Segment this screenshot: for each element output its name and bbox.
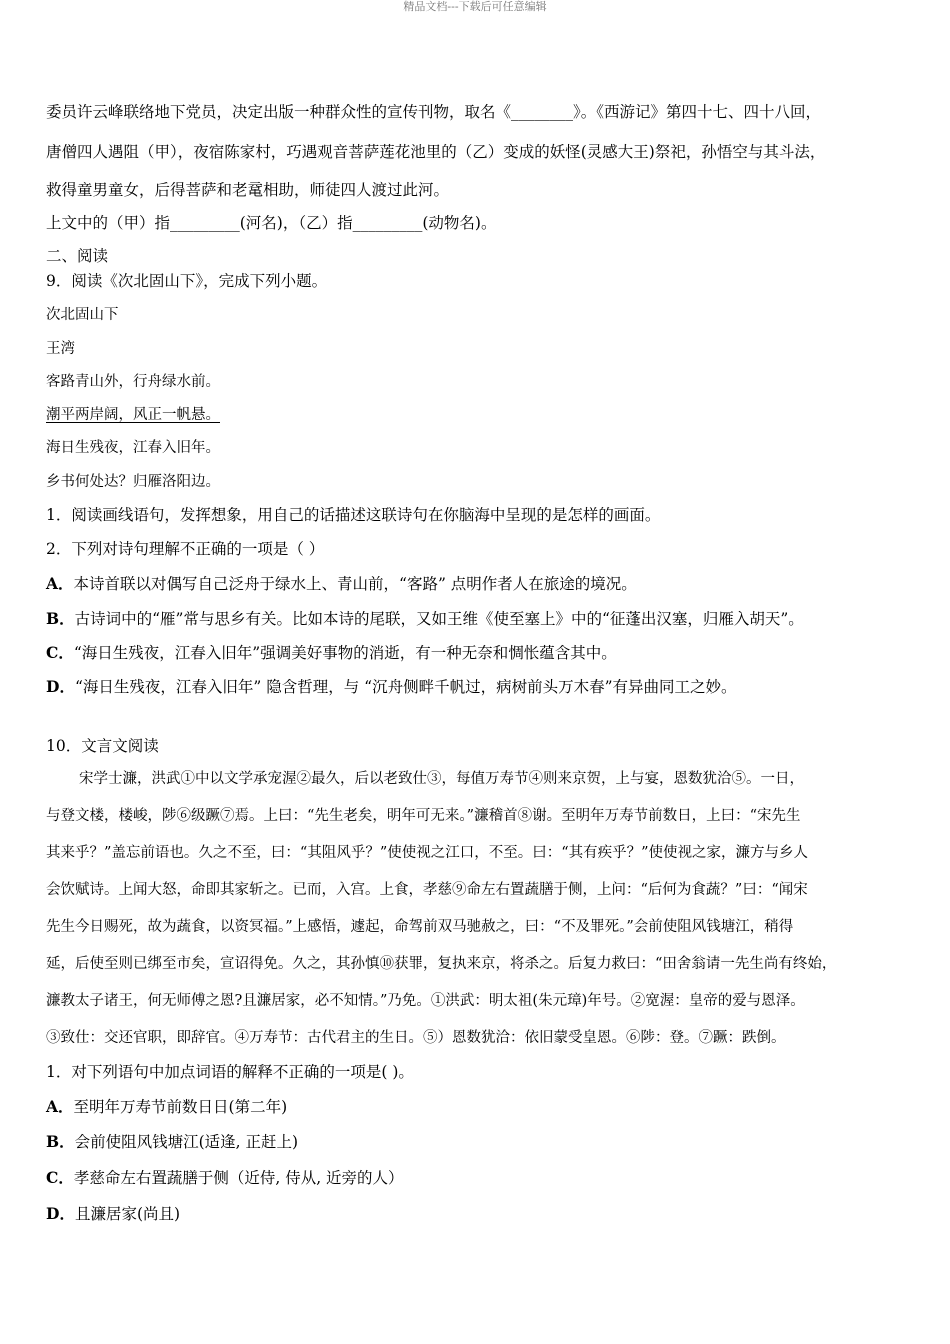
- option-text: “海日生残夜，江春入旧年” 隐含哲理，与 “沉舟侧畔千帆过，病树前头万木春”有异曲同工之妙。: [74, 678, 737, 696]
- option-letter: B．: [46, 1132, 75, 1151]
- classical-text-line-2: 与登文楼，楼峻，陟⑥级蹶⑦焉。上曰：“先生老矣，明年可无来。”濂稽首⑧谢。至明年万寿节前数日，上曰：“宋先生: [46, 808, 801, 824]
- q8-line-1: 委员许云峰联络地下党员，决定出版一种群众性的宣传刊物，取名《________》。《西游记》第四十七、四十八回，: [46, 103, 822, 121]
- classical-text-line-3: 其来乎？”盖忘前语也。久之不至，曰：“其阻风乎？”使使视之江口，不至。曰：“其有疾乎？”使使视之家，濂方与乡人: [46, 845, 809, 861]
- classical-text-line-8: ③致仕：交还官职，即辞官。④万寿节：古代君主的生日。⑤）恩数犹洽：依旧蒙受皇恩。⑥陟：登。⑦蹶：跌倒。: [46, 1030, 786, 1046]
- q9-option-c: [46, 641, 617, 663]
- option-letter: C．: [46, 643, 74, 662]
- option-text: 会前使阻风钱塘江(适逢, 正赶上): [74, 1133, 299, 1151]
- poem-line-1: 客路青山外，行舟绿水前。: [46, 374, 220, 390]
- classical-text-line-5: 先生今日赐死，故为蔬食，以资冥福。”上感悟，遽起，命驾前双马驰赦之，曰：“不及罪死。”会前使阻风钱塘江，稍得: [46, 919, 794, 935]
- poem-line-2-underlined: 潮平两岸阔，风正一帆悬。: [46, 407, 220, 423]
- option-text: “海日生残夜，江春入旧年”强调美好事物的消逝，有一种无奈和惆怅蕴含其中。: [73, 644, 617, 662]
- option-text: 古诗词中的“雁”常与思乡有关。比如本诗的尾联，又如王维《使至塞上》中的“征蓬出汉塞，归雁入胡天”。: [74, 610, 804, 628]
- q10-option-a: [46, 1095, 287, 1117]
- q10-option-c: [46, 1166, 404, 1188]
- q8-line-2: 唐僧四人遇阻（甲），夜宿陈家村，巧遇观音菩萨莲花池里的（乙）变成的妖怪(灵感大王)祭祀，孙悟空与其斗法，: [46, 143, 826, 161]
- option-letter: C．: [46, 1168, 74, 1187]
- section-heading: 二、阅读: [46, 247, 109, 265]
- classical-text-line-4: 会饮赋诗。上闻大怒，命即其家斩之。已而，入宫。上食，孝慈⑨命左右置蔬膳于侧，上问：“后何为食蔬？”曰：“闻宋: [46, 882, 808, 898]
- classical-text-line-6: 延，后使至则已绑至市矣，宣诏得免。久之，其孙慎⑩获罪，复执来京，将杀之。后复力救曰：“田舍翁请一先生尚有终始，: [46, 956, 837, 972]
- poem-author: 王湾: [46, 341, 75, 357]
- option-letter: B．: [46, 609, 75, 628]
- option-letter: A．: [46, 574, 74, 593]
- option-text: 且濂居家(尚且): [74, 1205, 181, 1223]
- q10-sub-question-1: 1．对下列语句中加点词语的解释不正确的一项是( )。: [46, 1063, 414, 1081]
- q10-option-d: [46, 1202, 180, 1224]
- q9-option-b: [46, 607, 804, 629]
- classical-text-line-7: 濂教太子诸王，何无师傅之恩?且濂居家，必不知情。”乃免。①洪武：明太祖(朱元璋)年号。②宽渥：皇帝的爱与恩泽。: [46, 993, 805, 1009]
- poem-title: 次北固山下: [46, 307, 119, 323]
- q9-option-a: [46, 572, 637, 594]
- q10-title: 10．文言文阅读: [46, 737, 159, 755]
- option-letter: D．: [46, 1204, 75, 1223]
- q8-line-3: 救得童男童女，后得菩萨和老鼋相助，师徒四人渡过此河。: [46, 181, 450, 199]
- q9-intro: 9．阅读《次北固山下》，完成下列小题。: [46, 272, 328, 290]
- option-text: 本诗首联以对偶写自己泛舟于绿水上、青山前，“客路” 点明作者人在旅途的境况。: [73, 575, 637, 593]
- option-text: 孝慈命左右置蔬膳于侧（近侍, 侍从, 近旁的人）: [73, 1169, 404, 1187]
- option-text: 至明年万寿节前数日日(第二年): [73, 1098, 288, 1116]
- poem-line-4: 乡书何处达？归雁洛阳边。: [46, 474, 220, 490]
- classical-text-line-1: 宋学士濂，洪武①中以文学承宠渥②最久，后以老致仕③，每值万寿节④则来京贺，上与宴，恩数犹洽⑤。一日，: [79, 771, 804, 787]
- q9-sub-question-2: 2．下列对诗句理解不正确的一项是（ ）: [46, 540, 325, 558]
- page-header: 精品文档---下载后可任意编辑: [403, 0, 547, 13]
- q9-option-d: [46, 675, 737, 697]
- option-letter: D．: [46, 677, 75, 696]
- poem-line-3: 海日生残夜，江春入旧年。: [46, 440, 220, 456]
- q10-option-b: [46, 1130, 298, 1152]
- q8-line-4: 上文中的（甲）指_________(河名)，（乙）指_________(动物名)。: [46, 214, 497, 232]
- q9-sub-question-1: 1．阅读画线语句，发挥想象，用自己的话描述这联诗句在你脑海中呈现的是怎样的画面。: [46, 506, 661, 524]
- option-letter: A．: [46, 1097, 74, 1116]
